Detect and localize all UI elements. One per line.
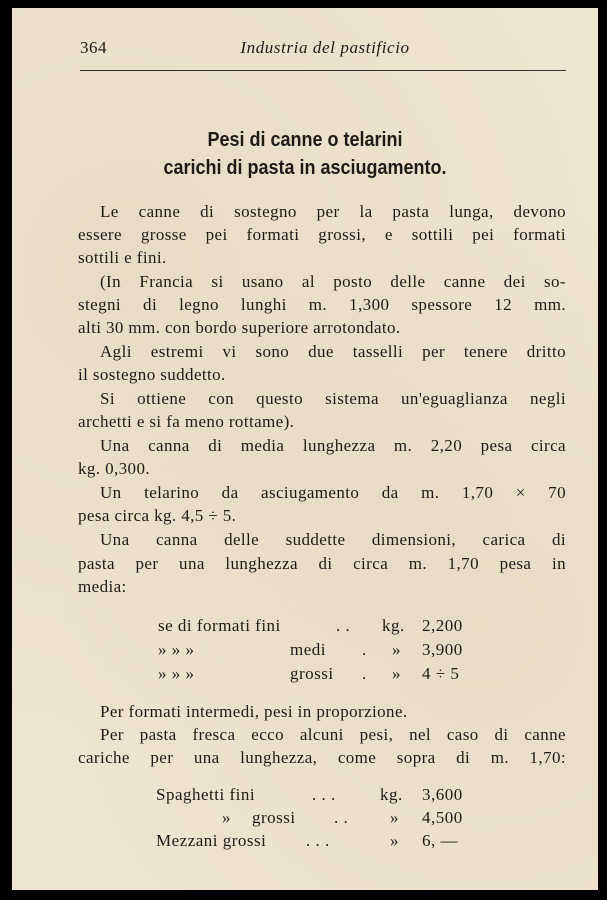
table-cell-dots: . . xyxy=(336,616,351,635)
running-title: Industria del pastificio xyxy=(240,38,410,57)
page-number: 364 xyxy=(80,38,107,57)
body-line: essere grosse pei formati grossi, e sottili pei formati xyxy=(78,225,566,244)
table-cell-label-b: medi xyxy=(290,640,326,659)
table-cell-unit: » xyxy=(390,831,399,850)
table-cell-dots: . xyxy=(362,640,367,659)
table-cell-label: » » » xyxy=(158,664,195,683)
table-cell-name: Spaghetti fini xyxy=(156,785,256,804)
table-cell-name-b: grossi xyxy=(252,808,296,827)
table-cell-unit: kg. xyxy=(382,616,405,635)
body-line: Si ottiene con questo sistema un'eguaglianza negli xyxy=(100,389,566,408)
body-line: cariche per una lunghezza, come sopra di m. 1,70: xyxy=(78,748,566,767)
body-line: Le canne di sostegno per la pasta lunga, devono xyxy=(100,202,566,221)
body-line: Un telarino da asciugamento da m. 1,70 × 70 xyxy=(100,483,566,502)
table-cell-value: 3,900 xyxy=(422,640,463,659)
table-cell-name: Mezzani grossi xyxy=(156,831,267,850)
body-line: alti 30 mm. con bordo superiore arrotondato. xyxy=(78,318,401,337)
body-line: media: xyxy=(78,577,127,596)
table-cell-value: 4 ÷ 5 xyxy=(422,664,460,683)
table-cell-value: 4,500 xyxy=(422,808,463,827)
table-cell-name: » xyxy=(222,808,231,827)
table-cell-unit: kg. xyxy=(380,785,403,804)
table-cell-unit: » xyxy=(392,640,401,659)
section-title-line-1: Pesi di canne o telarini xyxy=(207,129,403,151)
table-cell-unit: » xyxy=(390,808,399,827)
body-line: Per formati intermedi, pesi in proporzione. xyxy=(100,702,408,721)
header-rule xyxy=(80,70,566,71)
table-cell-dots: . . xyxy=(334,808,349,827)
body-line: il sostegno suddetto. xyxy=(78,365,226,384)
body-line: Una canna di media lunghezza m. 2,20 pesa circa xyxy=(100,436,566,455)
body-line: Agli estremi vi sono due tasselli per tenere dritto xyxy=(100,342,566,361)
body-line: Una canna delle suddette dimensioni, carica di xyxy=(100,530,566,549)
body-line: Per pasta fresca ecco alcuni pesi, nel caso di canne xyxy=(100,725,566,744)
table-cell-unit: » xyxy=(392,664,401,683)
body-line: stegni di legno lunghi m. 1,300 spessore 12 mm. xyxy=(78,295,566,314)
body-line: pasta per una lunghezza di circa m. 1,70 pesa in xyxy=(78,554,566,573)
table-cell-label: se di formati fini xyxy=(158,616,281,635)
table-cell-value: 2,200 xyxy=(422,616,463,635)
table-cell-value: 3,600 xyxy=(422,785,463,804)
table-cell-value: 6, — xyxy=(422,831,458,850)
table-cell-label-b: grossi xyxy=(290,664,334,683)
section-title-line-2: carichi di pasta in asciugamento. xyxy=(163,157,447,179)
table-cell-dots: . xyxy=(362,664,367,683)
table-cell-dots: . . . xyxy=(306,831,330,850)
book-page xyxy=(12,8,598,890)
body-line: pesa circa kg. 4,5 ÷ 5. xyxy=(78,506,237,525)
body-line: sottili e fini. xyxy=(78,248,167,267)
body-line: (In Francia si usano al posto delle canne dei so- xyxy=(100,272,566,291)
section-title xyxy=(41,126,568,182)
table-cell-label: » » » xyxy=(158,640,195,659)
body-line: kg. 0,300. xyxy=(78,459,150,478)
body-line: archetti e si fa meno rottame). xyxy=(78,412,295,431)
table-cell-dots: . . . xyxy=(312,785,336,804)
